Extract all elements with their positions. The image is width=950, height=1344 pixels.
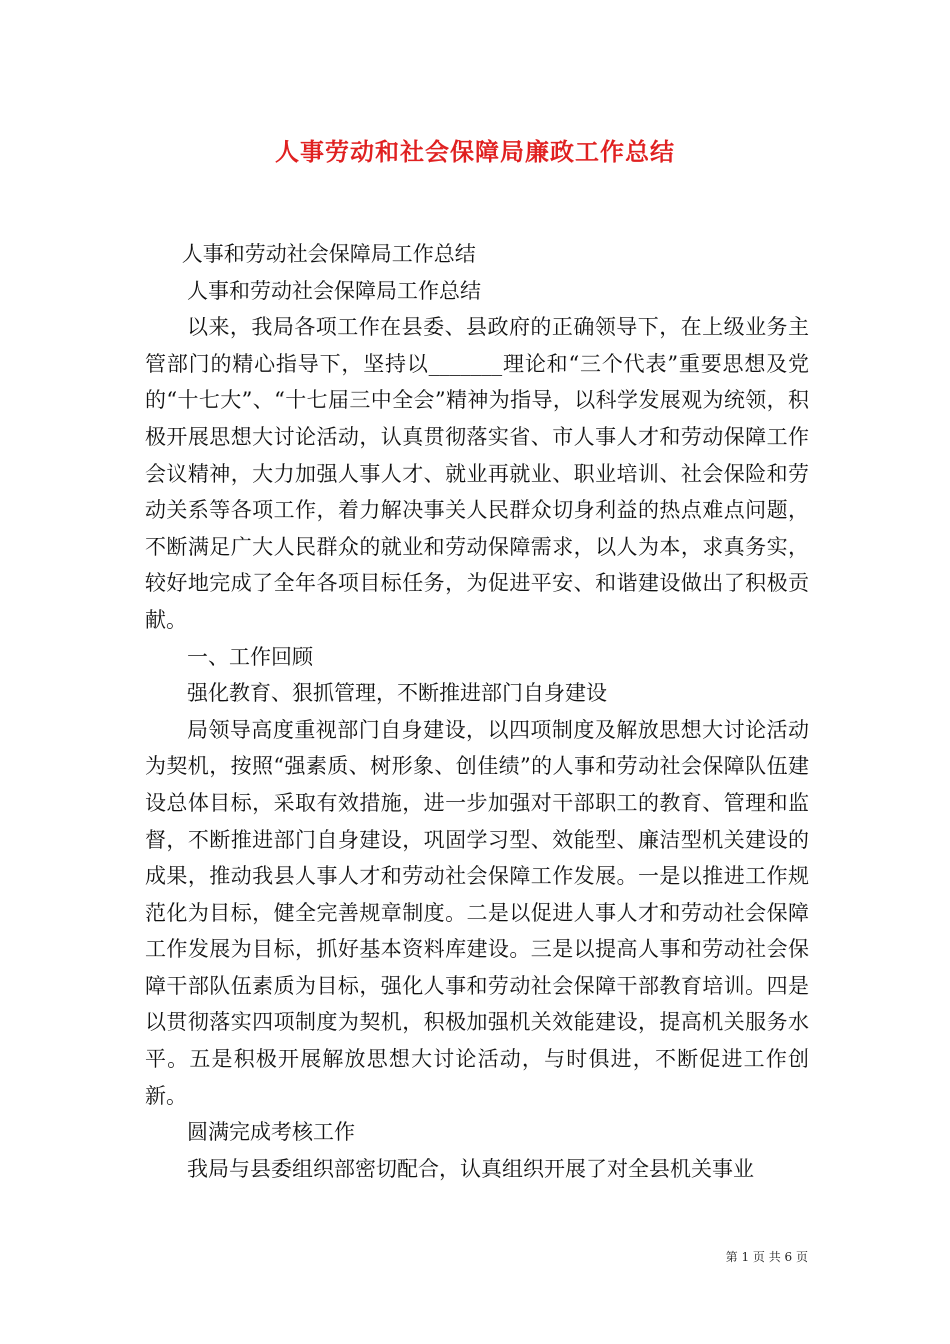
subsection-heading: 强化教育、狠抓管理，不断推进部门自身建设: [187, 681, 607, 706]
page-number: 第 1 页 共 6 页: [725, 1250, 808, 1264]
subsection-heading: 圆满完成考核工作: [187, 1120, 355, 1145]
body-paragraph: 以来，我局各项工作在县委、县政府的正确领导下，在上级业务主管部门的精心指导下，坚持以_______理论和“三个代表”重要思想及党的“十七大”、“十七届三中全会”精神为指导，以科学发展观为统领，积极开展思想大讨论活动，认真贯彻落实省、市人事人才和劳动保障工作会议精神，大力加强人事人才、就业再就业、职业培训、社会保险和劳动关系等各项工作，着力解决事关人民群众切身利益的热点难点问题，不断满足广大人民群众的就业和劳动保障需求，以人为本，求真务实，较好地完成了全年各项目标任务，为促进平安、和谐建设做出了积极贡献。: [145, 315, 809, 632]
subtitle-line: 人事和劳动社会保障局工作总结: [181, 242, 476, 266]
document-body: [145, 236, 809, 1187]
body-paragraph: 我局与县委组织部密切配合，认真组织开展了对全县机关事业: [187, 1156, 754, 1181]
section-heading: 一、工作回顾: [187, 644, 313, 669]
subtitle-line: 人事和劳动社会保障局工作总结: [187, 278, 481, 303]
body-paragraph: 局领导高度重视部门自身建设，以四项制度及解放思想大讨论活动为契机，按照“强素质、树形象、创佳绩”的人事和劳动社会保障队伍建设总体目标，采取有效措施，进一步加强对干部职工的教育、管理和监督，不断推进部门自身建设，巩固学习型、效能型、廉洁型机关建设的成果，推动我县人事人才和劳动社会保障工作发展。一是以推进工作规范化为目标，健全完善规章制度。二是以促进人事人才和劳动社会保障工作发展为目标，抓好基本资料库建设。三是以提高人事和劳动社会保障干部队伍素质为目标，强化人事和劳动社会保障干部教育培训。四是以贯彻落实四项制度为契机，积极加强机关效能建设，提高机关服务水平。五是积极开展解放思想大讨论活动，与时俱进，不断促进工作创新。: [145, 717, 809, 1108]
document-title: 人事劳动和社会保障局廉政工作总结: [275, 137, 675, 166]
